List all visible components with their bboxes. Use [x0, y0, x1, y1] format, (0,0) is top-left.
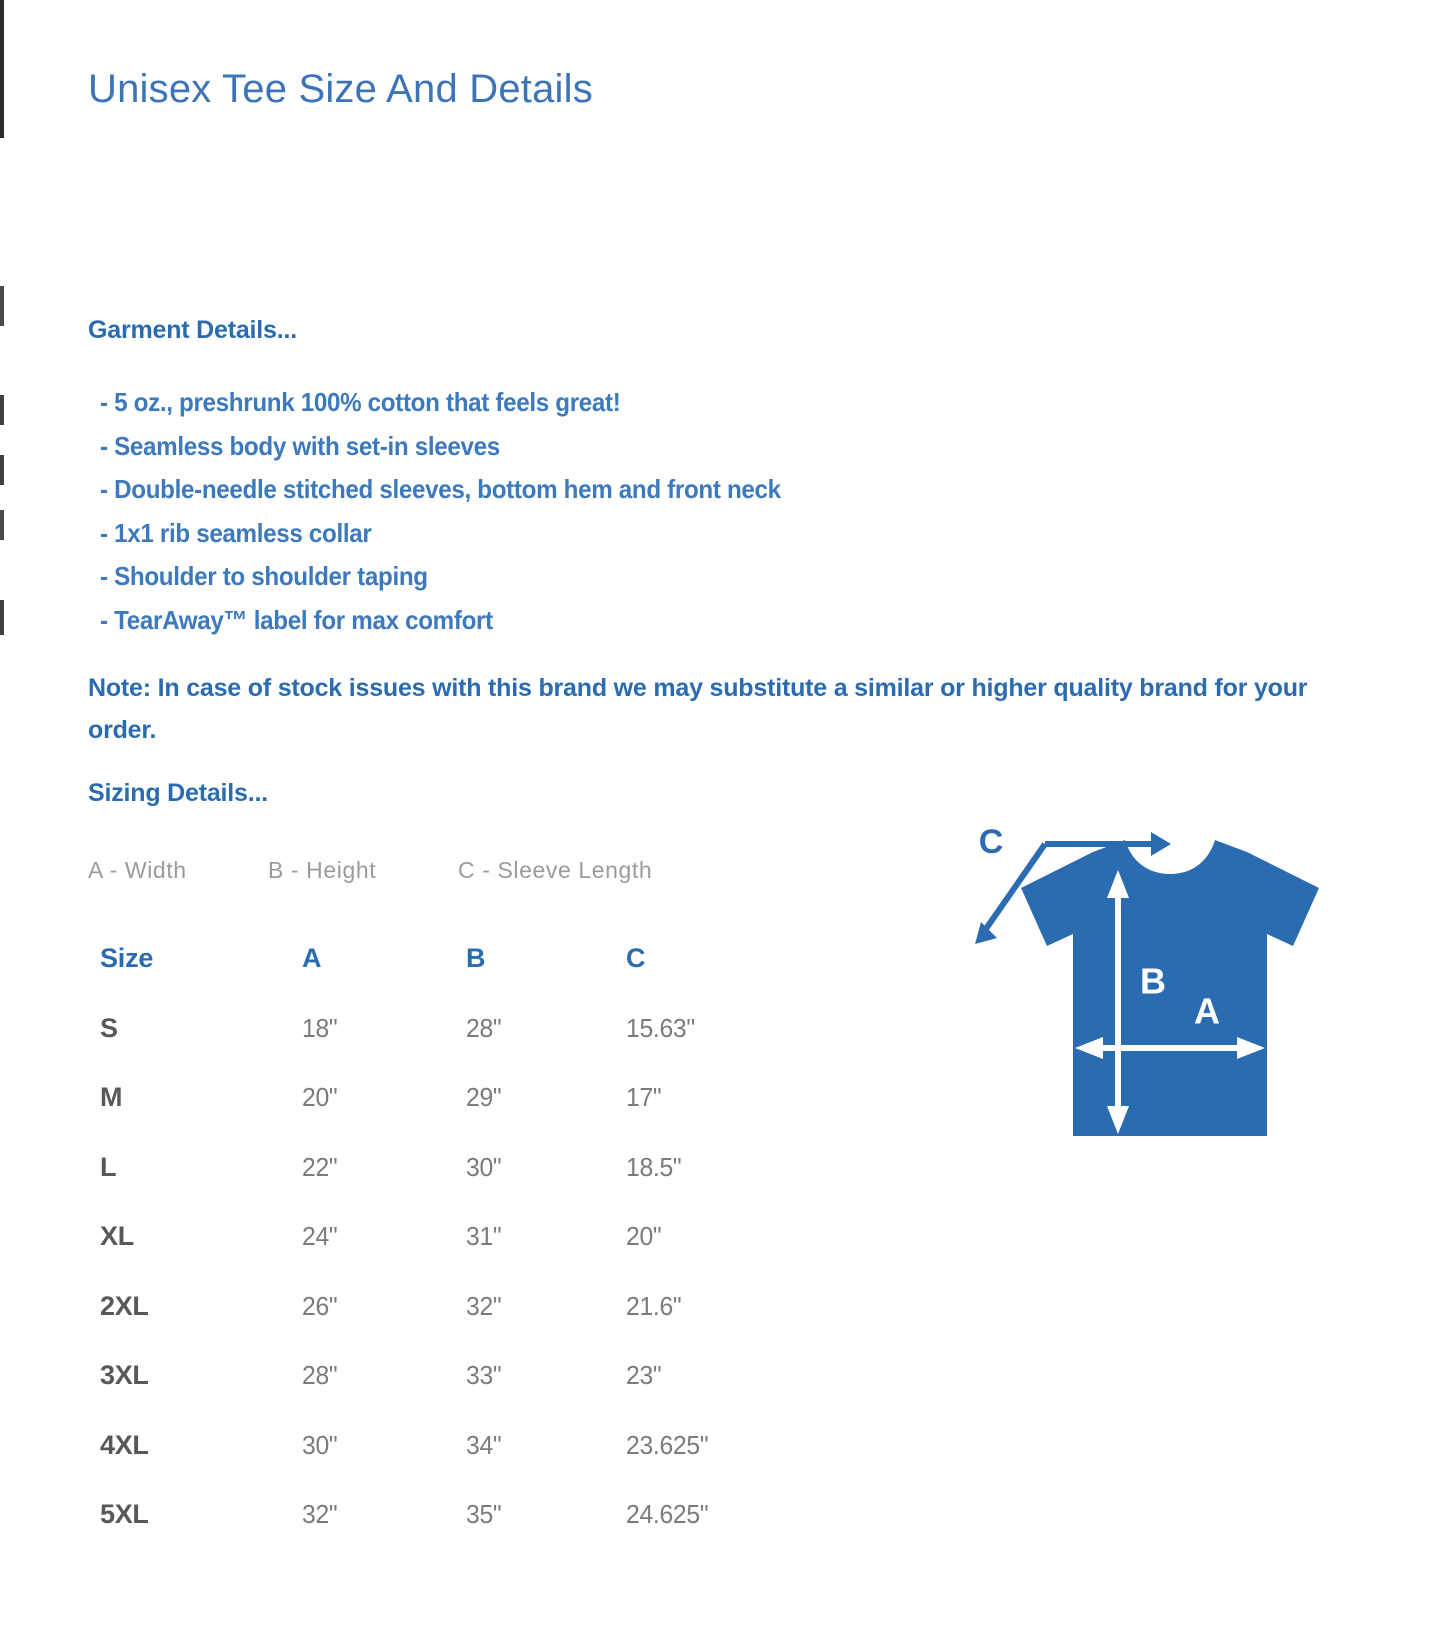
- cell-size: S: [100, 1012, 118, 1043]
- list-item: - TearAway™ label for max comfort: [100, 604, 493, 635]
- tshirt-icon: [975, 826, 1335, 1166]
- legend-item-height: B - Height: [268, 857, 377, 883]
- sizing-details-heading: Sizing Details...: [88, 779, 268, 807]
- table-row: [100, 1341, 846, 1411]
- diagram-label-b: B: [1140, 960, 1166, 1002]
- scan-artifact: [0, 455, 4, 485]
- cell-sleeve: 23": [626, 1360, 662, 1391]
- cell-size: 3XL: [100, 1360, 149, 1391]
- cell-width: 24": [302, 1221, 338, 1252]
- cell-size: L: [100, 1151, 117, 1182]
- cell-sleeve: 15.63": [626, 1012, 695, 1043]
- scan-artifact: [0, 0, 4, 138]
- cell-height: 28": [466, 1012, 502, 1043]
- measurement-legend: [88, 857, 652, 884]
- list-item: - 5 oz., preshrunk 100% cotton that feels great!: [100, 387, 621, 417]
- cell-width: 22": [302, 1151, 338, 1182]
- cell-sleeve: 17": [626, 1082, 662, 1113]
- tshirt-silhouette: [1021, 840, 1319, 1136]
- legend-item-width: A - Width: [88, 857, 187, 883]
- cell-sleeve: 18.5": [626, 1151, 682, 1182]
- cell-sleeve: 20": [626, 1221, 662, 1252]
- cell-size: XL: [100, 1221, 134, 1252]
- sleeve-arrowhead-right: [1151, 832, 1171, 856]
- diagram-label-c: C: [978, 826, 1004, 861]
- scan-artifact: [0, 286, 4, 326]
- cell-height: 32": [466, 1290, 502, 1321]
- column-header-size: Size: [100, 943, 154, 974]
- table-header-row: [100, 924, 846, 994]
- column-header-b: B: [466, 943, 486, 974]
- cell-size: M: [100, 1082, 123, 1113]
- cell-sleeve: 21.6": [626, 1290, 682, 1321]
- scan-artifact: [0, 600, 4, 635]
- cell-width: 30": [302, 1429, 338, 1460]
- list-item: - Shoulder to shoulder taping: [100, 561, 428, 591]
- scan-artifact: [0, 510, 4, 540]
- table-row: [100, 994, 846, 1064]
- size-chart-table: [100, 924, 846, 1550]
- list-item: - Double-needle stitched sleeves, bottom hem and front neck: [100, 474, 781, 504]
- table-row: [100, 1063, 846, 1133]
- cell-height: 33": [466, 1360, 502, 1391]
- cell-height: 31": [466, 1221, 502, 1252]
- table-row: [100, 1411, 846, 1481]
- table-row: [100, 1133, 846, 1203]
- cell-height: 29": [466, 1082, 502, 1113]
- cell-size: 5XL: [100, 1499, 149, 1530]
- cell-height: 35": [466, 1499, 502, 1530]
- table-row: [100, 1202, 846, 1272]
- cell-sleeve: 24.625": [626, 1499, 709, 1530]
- column-header-a: A: [302, 943, 322, 974]
- table-row: [100, 1272, 846, 1342]
- legend-item-sleeve: C - Sleeve Length: [458, 857, 653, 883]
- cell-size: 4XL: [100, 1429, 149, 1460]
- list-item: - 1x1 rib seamless collar: [100, 517, 372, 548]
- cell-height: 30": [466, 1151, 502, 1182]
- scan-artifact: [0, 395, 4, 425]
- cell-width: 28": [302, 1360, 338, 1391]
- cell-width: 18": [302, 1012, 338, 1043]
- cell-width: 20": [302, 1082, 338, 1113]
- column-header-c: C: [626, 943, 646, 974]
- cell-width: 32": [302, 1499, 338, 1530]
- garment-details-list: [100, 381, 832, 642]
- table-row: [100, 1480, 846, 1550]
- cell-width: 26": [302, 1290, 338, 1321]
- cell-height: 34": [466, 1429, 502, 1460]
- diagram-label-a: A: [1194, 990, 1220, 1032]
- cell-size: 2XL: [100, 1290, 149, 1321]
- tee-measurement-diagram: [975, 826, 1335, 1166]
- page-title: Unisex Tee Size And Details: [88, 66, 593, 111]
- garment-details-heading: Garment Details...: [88, 316, 297, 344]
- cell-sleeve: 23.625": [626, 1429, 709, 1460]
- list-item: - Seamless body with set-in sleeves: [100, 430, 500, 461]
- stock-substitution-note: Note: In case of stock issues with this brand we may substitute a similar or higher quality brand for your order.: [88, 674, 1308, 744]
